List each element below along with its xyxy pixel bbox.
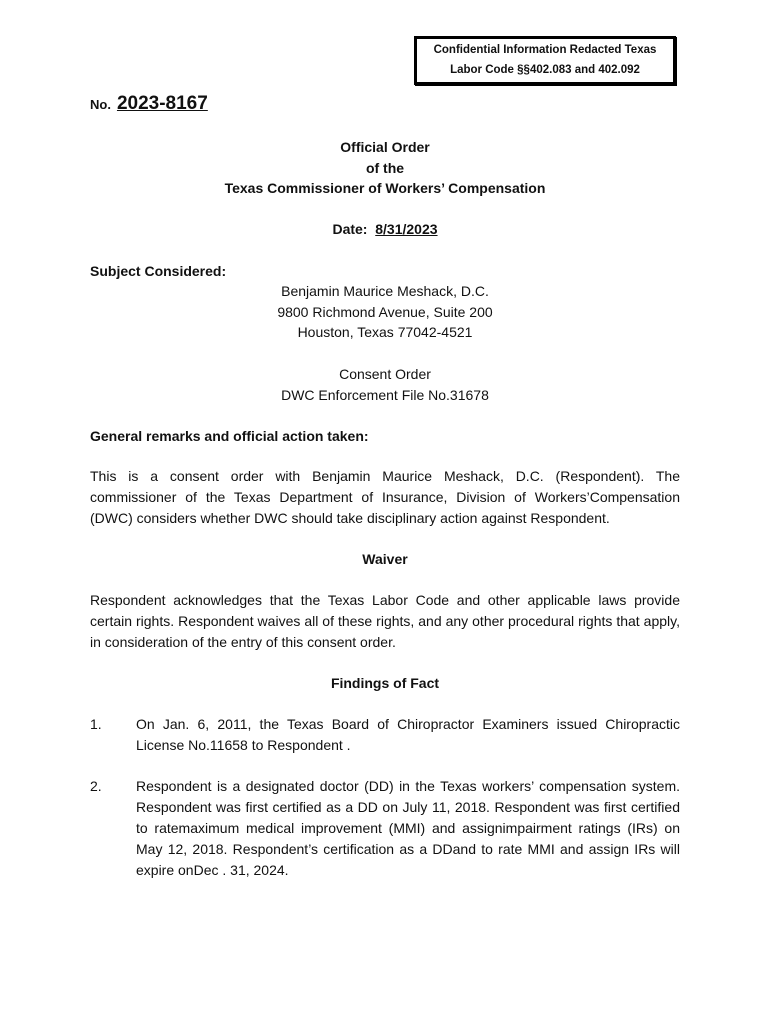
- waiver-heading: Waiver: [362, 551, 408, 567]
- subject-name: Benjamin Maurice Meshack, D.C.: [281, 283, 489, 299]
- heading-line-2: of the: [365, 159, 405, 176]
- general-paragraph: This is a consent order with Benjamin Maurice Meshack, D.C. (Respondent). The commissioner of the Texas Department of Insurance, Division of Workers’Compensation (DWC) considers whether DWC should take disciplinary action against Respondent.: [90, 468, 680, 526]
- waiver-paragraph: Respondent acknowledges that the Texas Labor Code and other applicable laws provide certain rights. Respondent waives all of these rights, and any other procedural rights that apply, in consideration of the entry of this consent order.: [90, 592, 680, 650]
- finding-text: Respondent is a designated doctor (DD) in the Texas workers’ compensation system. Respondent was first certified as a DD on July 11, 2018. Respondent was first certified to ratemaximum medical improvement (MMI) and assignimpairment ratings (IRs) on May 12, 2018. Respondent’s certification as a DDand to rate MMI and assign IRs will expire onDec . 31, 2024.: [136, 778, 680, 878]
- date-value: 8/31/2023: [375, 221, 438, 237]
- order-number-value: 2023-8167: [116, 93, 208, 114]
- heading-line-1: Official Order: [340, 139, 430, 155]
- enforcement-file-number: DWC Enforcement File No.31678: [281, 386, 489, 403]
- order-number: [90, 93, 208, 115]
- subject-label: Subject Considered:: [90, 263, 227, 279]
- confidential-line-1: Confidential Information Redacted Texas: [433, 44, 657, 56]
- subject-block: [90, 281, 680, 343]
- order-heading: [90, 137, 680, 199]
- subject-address-1: 9800 Richmond Avenue, Suite 200: [277, 303, 493, 320]
- finding-number: 1.: [90, 716, 102, 732]
- heading-line-3: Texas Commissioner of Workers’ Compensation: [224, 180, 546, 196]
- confidential-notice-box: [414, 36, 676, 85]
- findings-heading: Findings of Fact: [330, 675, 440, 691]
- order-date: [90, 219, 680, 239]
- finding-number: 2.: [90, 778, 102, 794]
- date-label: Date:: [332, 221, 368, 237]
- order-type-block: [90, 364, 680, 405]
- finding-item-1: [90, 714, 680, 756]
- order-type: Consent Order: [339, 366, 431, 382]
- order-number-label: No.: [90, 97, 111, 112]
- general-heading: General remarks and official action taken:: [90, 428, 369, 444]
- finding-text: On Jan. 6, 2011, the Texas Board of Chiropractor Examiners issued Chiropractic License No.11658 to Respondent .: [136, 716, 680, 753]
- confidential-line-2: Labor Code §§402.083 and 402.092: [450, 64, 640, 76]
- finding-item-2: [90, 776, 680, 881]
- subject-address-2: Houston, Texas 77042-4521: [297, 324, 473, 340]
